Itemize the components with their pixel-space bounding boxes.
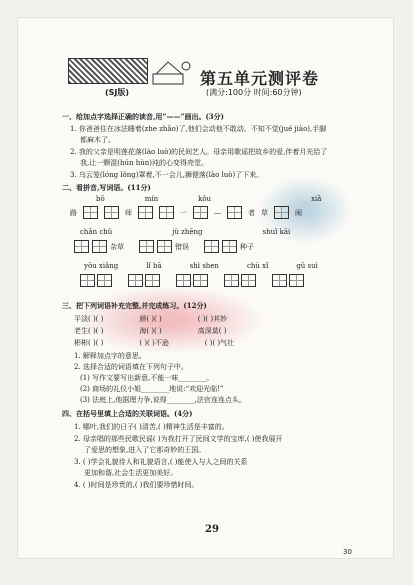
s2-row3-grids <box>80 274 304 287</box>
idiom-blank[interactable]: ( )( )其妙 <box>197 315 228 323</box>
pinyin-label: yōu xiǎng <box>84 262 119 270</box>
header-illustration-icon <box>150 58 192 88</box>
s2-row2-pinyin <box>80 228 290 236</box>
write-grid[interactable] <box>139 240 154 253</box>
pinyin-label: chù xǐ <box>246 262 269 270</box>
section1-title: 一、给加点字选择正确的读音,用“——”画出。(3分) <box>62 112 224 121</box>
word-char: 一 <box>180 208 187 217</box>
pinyin-label: gǔ suì <box>296 262 318 270</box>
page-title: 第五单元测评卷 <box>200 69 320 88</box>
section3-title: 三、把下列词语补充完整,并完成练习。(12分) <box>62 301 207 310</box>
pinyin-label: shì shen <box>189 262 219 270</box>
write-grid[interactable] <box>74 240 89 253</box>
write-grid[interactable] <box>224 274 239 287</box>
s3-q1: 1. 解释加点字的意思。 <box>74 352 146 360</box>
write-grid[interactable] <box>104 206 119 219</box>
pinyin-label: jù zhēng <box>172 228 203 236</box>
pinyin-label: lǐ bā <box>146 262 162 270</box>
write-grid[interactable] <box>159 206 174 219</box>
header-decoration-logo <box>68 58 148 84</box>
write-grid[interactable] <box>193 206 208 219</box>
s2-row1-pinyin <box>96 195 321 203</box>
write-grid[interactable] <box>193 274 208 287</box>
s3-q2a: (1) 写作文要写出新意,不能一味________。 <box>80 374 214 382</box>
s3-q2b: (2) 商场的礼仪小姐________地说:“欢迎光临!” <box>80 385 224 393</box>
s4-q3-line2: 更加和谐,社会生活更加美好。 <box>84 469 178 477</box>
write-grid[interactable] <box>204 240 219 253</box>
write-grid[interactable] <box>80 274 95 287</box>
s3-row2 <box>74 326 226 336</box>
s4-q2-line2: 了爱思的想象,进入了它那奇妙的王国。 <box>84 446 206 454</box>
write-grid[interactable] <box>97 274 112 287</box>
word-char: 草 <box>261 208 268 217</box>
write-grid[interactable] <box>157 240 172 253</box>
s4-q2-line1: 2. 母亲唱的那些民歌民谣( )为我打开了民间文学的宝库,( )使我展开 <box>74 435 283 443</box>
pinyin-label: mín <box>144 195 159 203</box>
s3-q2: 2. 选择合适的词语填在下列句子中。 <box>74 363 188 371</box>
pinyin-label: xiǎ <box>311 195 322 203</box>
idiom-blank[interactable]: 海( )( ) <box>139 327 162 335</box>
write-grid[interactable] <box>241 274 256 287</box>
write-grid[interactable] <box>128 274 143 287</box>
write-grid[interactable] <box>272 274 287 287</box>
word-label: 错误 <box>175 242 189 251</box>
pinyin-label: chǎn chǔ <box>80 228 113 236</box>
page-number: 29 <box>205 524 219 535</box>
section4-title: 四、在括号里填上合适的关联词语。(4分) <box>62 409 193 418</box>
word-label: 杂草 <box>110 242 124 251</box>
s3-row1 <box>74 314 227 324</box>
write-grid[interactable] <box>145 274 160 287</box>
pinyin-label: shuǐ kāi <box>262 228 291 236</box>
s1-q1-line2: 都麻木了。 <box>80 136 115 144</box>
idiom-blank[interactable]: ( )( )气壮 <box>204 339 235 347</box>
write-grid[interactable] <box>274 206 289 219</box>
s3-row3 <box>74 338 234 348</box>
pinyin-label: kǒu <box>198 195 212 203</box>
write-grid[interactable] <box>92 240 107 253</box>
word-char: 者 <box>248 208 255 217</box>
idiom-blank[interactable]: ( )( )不逊 <box>139 339 169 347</box>
word-char: 闹 <box>295 208 302 217</box>
idiom-blank[interactable]: 老生( )( ) <box>74 327 104 335</box>
score-time-meta: (满分:100分 时间:60分钟) <box>206 88 302 97</box>
idiom-blank[interactable]: 颜( )( ) <box>139 315 162 323</box>
s4-q1: 1. 哪叶,我们的日子( )清苦,( )精神生活是丰富的。 <box>74 423 229 431</box>
idiom-blank[interactable]: 彬彬( )( ) <box>74 339 104 347</box>
write-grid[interactable] <box>176 274 191 287</box>
word-char: 师 <box>125 208 132 217</box>
s4-q4: 4. ( )时间是珍贵的,( )我们要珍惜时间。 <box>74 481 199 489</box>
s2-row3-pinyin <box>84 262 318 270</box>
s1-q2-line2: 我,让一颗混(hún hùn)沌的心变得亮堂。 <box>80 159 208 167</box>
word-char: — <box>214 208 221 217</box>
section2-title: 二、看拼音,写词语。(11分) <box>62 183 151 192</box>
write-grid[interactable] <box>227 206 242 219</box>
word-label: 种子 <box>240 242 254 251</box>
write-grid[interactable] <box>83 206 98 219</box>
pinyin-label: bō <box>96 195 105 203</box>
s3-q2c: (3) 法庭上,他据理力争,说得________,法官连连点头。 <box>80 396 246 404</box>
edition-label: (SJ版) <box>105 88 130 97</box>
s4-q3-line1: 3. ( )学会礼貌待人和礼貌语言,( )能使人与人之间的关系 <box>74 458 248 466</box>
write-grid[interactable] <box>222 240 237 253</box>
s1-q2-line1: 2. 我的父亲是明莲花落(lào luò)的民间艺人。母亲用歌谣把故乡的爱,伴着月光给了 <box>70 148 328 156</box>
s2-row1-grids <box>70 206 302 219</box>
s1-q1-line1: 1. 你爸爸住在冰法睡着(zhe zhǎo)了,他们会动他不敢动。不知不觉(jué jiào),手脚 <box>70 125 327 133</box>
idiom-blank[interactable]: 高深莫( ) <box>197 327 227 335</box>
write-grid[interactable] <box>138 206 153 219</box>
idiom-blank[interactable]: 平淡( )( ) <box>74 315 104 323</box>
s1-q3: 3. 乌云笼(lóng lǒng)罩着,不一会儿,狮便落(lào luò)了下来。 <box>70 171 264 179</box>
s2-row2-grids <box>74 240 254 253</box>
corner-page-number: 30 <box>343 548 352 556</box>
word-char: 路 <box>70 208 77 217</box>
write-grid[interactable] <box>289 274 304 287</box>
